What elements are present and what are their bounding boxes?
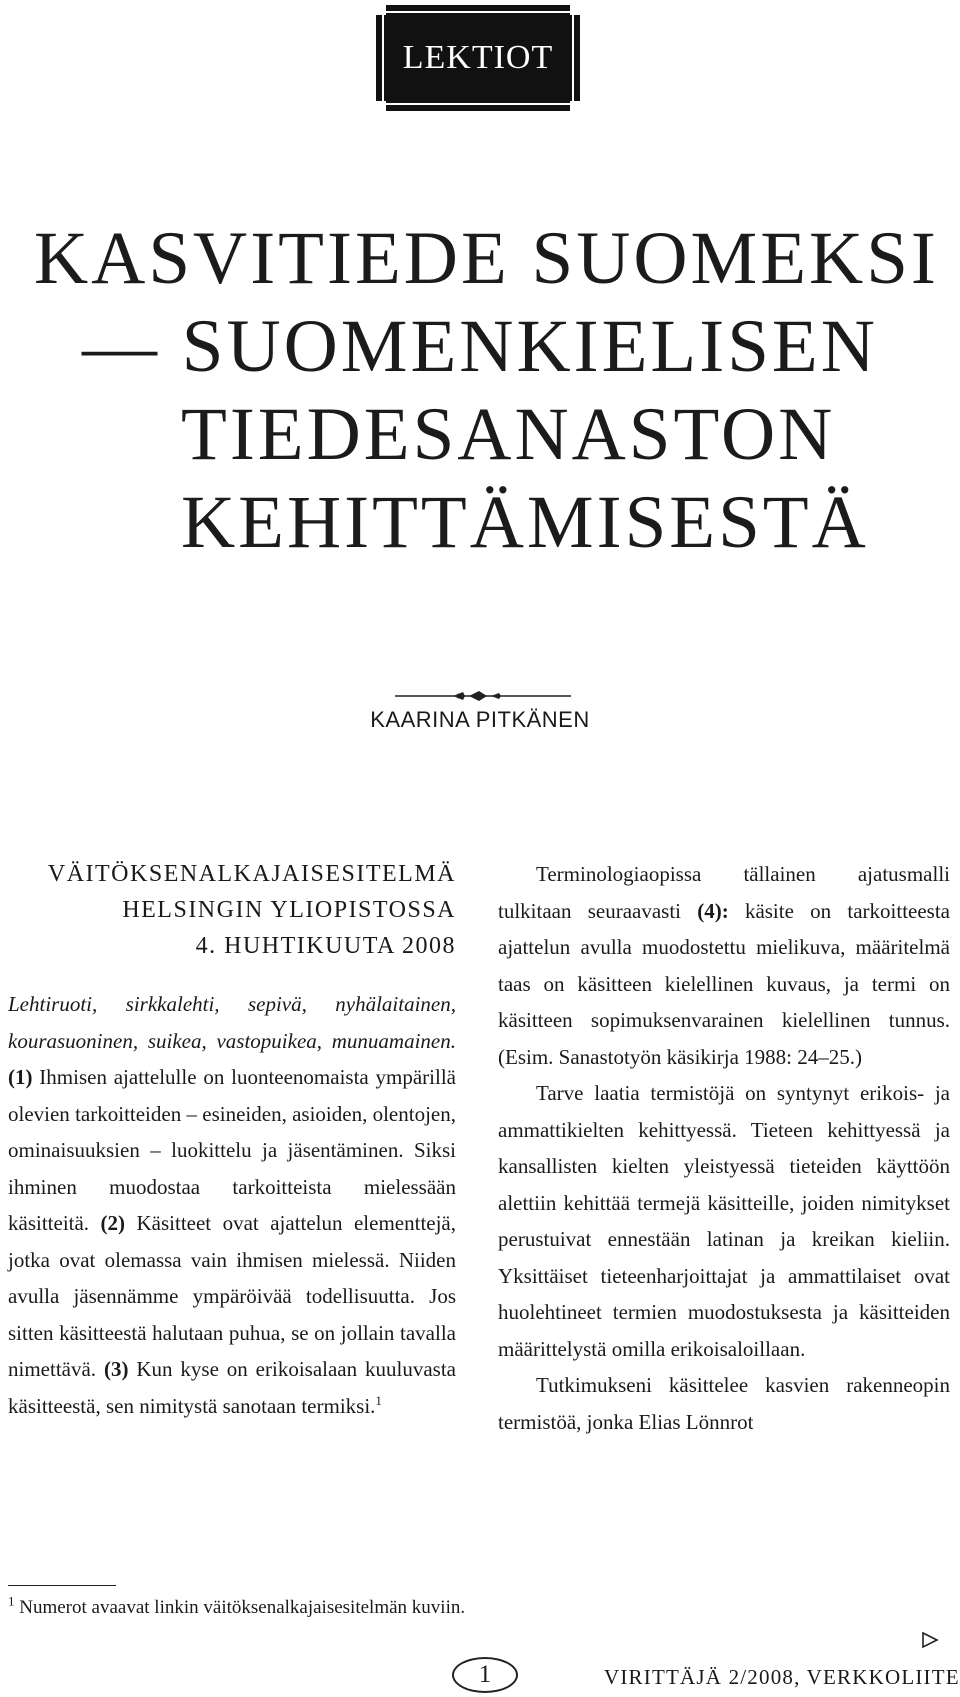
figure-link-2[interactable]: (2) <box>100 1211 126 1235</box>
paragraph-text: Käsitteet ovat ajattelun elementtejä, jotka ovat olemassa vain ihmisen mielessä. Niiden avulla jäsennämme ympäröivää todellisuutta. Jos sitten käsitteestä halutaan puhua, se on jollain tavalla nimettävä. <box>8 1211 457 1381</box>
divider-ornament-icon <box>395 688 571 704</box>
body-paragraph: Tarve laatia termistöjä on syntynyt erikois- ja ammattikielten kehittyessä. Tieteen kehittyessä ja kansallisten kielten yleistyessä tieteiden käyttöön alettiin kehittää termejä käsitteille, joiden nimitykset perustuivat ennestään latinan ja kreikan kieliin. Yksittäiset tieteenharjoittajat ja ammattilaiset ovat huolehtineet termien muodostuksesta ja käsitteiden määrittelystä omilla erikoisaloillaan. <box>498 1081 950 1361</box>
badge-corner-ornament <box>570 5 580 15</box>
title-line: KASVITIEDE SUOMEKSI <box>34 217 939 300</box>
next-page-icon[interactable] <box>920 1630 940 1650</box>
title-line: TIEDESANASTON <box>181 393 836 476</box>
footnote-number: 1 <box>8 1593 15 1609</box>
heading-line: 4. HUHTIKUUTA 2008 <box>195 933 456 959</box>
paragraph-text: Ihmisen ajattelulle on luonteenomaista ympärillä olevien tarkoitteiden – esineiden, asioiden, olentojen, ominaisuuksien – luokittelu ja jäsentäminen. Siksi ihminen muodostaa tarkoitteista mielessään käsitteitä. <box>8 1065 456 1235</box>
figure-link-4[interactable]: (4): <box>697 898 729 923</box>
title-line: — SUOMENKIELISEN <box>82 305 878 388</box>
title-line: KEHITTÄMISESTÄ <box>181 481 869 564</box>
figure-link-1[interactable]: (1) <box>8 1065 33 1089</box>
badge-corner-ornament <box>376 101 386 111</box>
author-name: KAARINA PITKÄNEN <box>370 707 590 732</box>
paragraph-text: Terminologiaopissa tällainen ajatusmalli tulkitaan seuraavasti <box>498 862 950 923</box>
badge-label: LEKTIOT <box>402 39 554 76</box>
italic-term-list: Lehtiruoti, sirkkalehti, sepivä, nyhälaitainen, kourasuoninen, suikea, vastopuikea, munuamainen. <box>8 992 456 1053</box>
article-title <box>34 215 944 567</box>
page-number-badge <box>452 1657 518 1693</box>
body-paragraph: Tutkimukseni käsittelee kasvien rakenneopin termistöä, jonka Elias Lönnrot <box>498 1373 950 1434</box>
figure-link-3[interactable]: (3) <box>103 1357 129 1381</box>
footnote <box>8 1593 466 1619</box>
footnote-divider <box>8 1585 116 1586</box>
heading-line: VÄITÖKSENALKAJAISESITELMÄ <box>47 861 456 887</box>
right-column <box>498 856 950 1440</box>
left-column <box>8 856 456 1424</box>
page-number: 1 <box>478 1661 492 1688</box>
footnote-text: Numerot avaavat linkin väitöksenalkajaisesitelmän kuviin. <box>14 1597 466 1618</box>
section-badge <box>376 5 580 111</box>
badge-corner-ornament <box>570 101 580 111</box>
badge-corner-ornament <box>376 5 386 15</box>
footnote-reference[interactable]: 1 <box>375 1392 382 1408</box>
badge-frame <box>382 11 574 105</box>
body-paragraph <box>498 856 950 1075</box>
journal-issue: VIRITTÄJÄ 2/2008, VERKKOLIITE <box>604 1665 960 1689</box>
paragraph-text: Kun kyse on erikoisalaan kuuluvasta käsitteestä, sen nimitystä sanotaan termiksi. <box>8 1357 456 1418</box>
paragraph-text: käsite on tarkoitteesta ajattelun avulla muodostettu mielikuva, määritelmä taas on käsitteen kielellinen kuvaus, ja termi on käsitteen sopimuksenvarainen kielellinen tunnus. (Esim. Sanastotyön käsikirja 1988: 24–25.) <box>498 898 950 1069</box>
body-paragraph <box>8 986 456 1424</box>
lecture-heading <box>8 856 456 964</box>
heading-line: HELSINGIN YLIOPISTOSSA <box>122 897 456 923</box>
